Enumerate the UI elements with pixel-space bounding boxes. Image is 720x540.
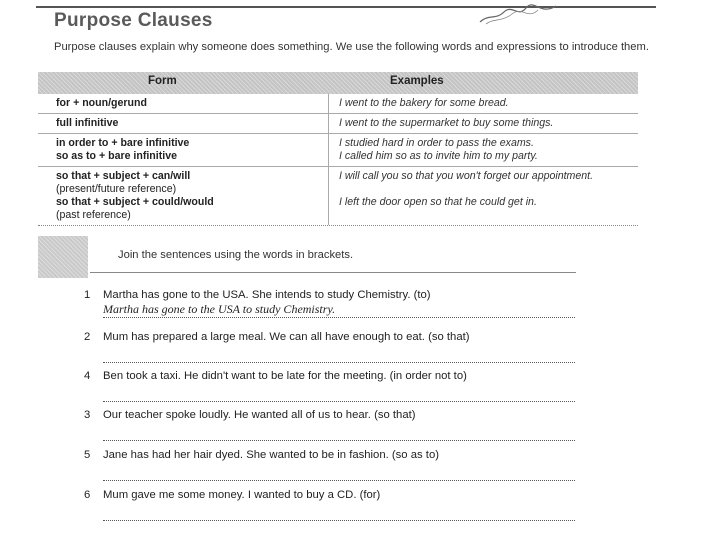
answer-text: Martha has gone to the USA to study Chemistry.	[103, 302, 336, 316]
example-cell	[328, 134, 638, 166]
exercise-number: 5	[84, 449, 91, 461]
answer-line[interactable]	[103, 428, 575, 441]
form-cell	[38, 94, 328, 113]
table-row	[38, 114, 638, 134]
header-examples: Examples	[390, 75, 444, 87]
exercise-number: 3	[84, 409, 91, 421]
form-line: in order to + bare infinitive	[56, 137, 190, 149]
pen-scribble-mark	[478, 2, 558, 26]
form-line: full infinitive	[56, 117, 119, 129]
exercise-number: 4	[84, 370, 91, 382]
exercise-number: 6	[84, 489, 91, 501]
form-note: (present/future reference)	[56, 183, 177, 195]
answer-line[interactable]	[103, 508, 575, 521]
table-row	[38, 167, 638, 226]
answer-line[interactable]	[103, 302, 575, 318]
exercise-number: 2	[84, 331, 91, 343]
example-line: I went to the bakery for some bread.	[339, 97, 509, 109]
exercise-prompt: Mum gave me some money. I wanted to buy a CD. (for)	[103, 489, 381, 501]
exercise-number: 1	[84, 289, 91, 301]
instruction-divider	[90, 272, 576, 273]
example-line: I left the door open so that he could get in.	[339, 196, 537, 208]
example-line: I went to the supermarket to buy some things.	[339, 117, 554, 129]
form-line: for + noun/gerund	[56, 97, 147, 109]
intro-paragraph: Purpose clauses explain why someone does something. We use the following words and expressions to introduce them.	[54, 41, 649, 53]
example-line: I will call you so that you won't forget our appointment.	[339, 170, 594, 182]
top-rule	[36, 6, 656, 8]
exercise-prompt: Martha has gone to the USA. She intends to study Chemistry. (to)	[103, 289, 431, 301]
exercise-prompt: Mum has prepared a large meal. We can all have enough to eat. (so that)	[103, 331, 470, 343]
answer-line[interactable]	[103, 350, 575, 363]
form-cell	[38, 167, 328, 225]
page-title: Purpose Clauses	[54, 10, 213, 31]
form-cell	[38, 134, 328, 166]
purpose-clauses-table	[38, 72, 638, 226]
form-cell	[38, 114, 328, 133]
exercise-instruction: Join the sentences using the words in brackets.	[118, 249, 354, 261]
exercise-prompt: Our teacher spoke loudly. He wanted all of us to hear. (so that)	[103, 409, 416, 421]
example-line: I studied hard in order to pass the exams.	[339, 137, 534, 149]
form-note: (past reference)	[56, 209, 131, 221]
exercise-prompt: Jane has had her hair dyed. She wanted to be in fashion. (so as to)	[103, 449, 439, 461]
example-cell	[328, 114, 638, 133]
table-header-row	[38, 72, 638, 94]
table-row	[38, 134, 638, 167]
example-cell	[328, 167, 638, 225]
answer-line[interactable]	[103, 468, 575, 481]
form-line: so that + subject + can/will	[56, 170, 191, 182]
example-line: I called him so as to invite him to my party.	[339, 150, 538, 162]
exercise-shade-tab	[38, 236, 88, 278]
header-form: Form	[148, 75, 177, 87]
form-line: so that + subject + could/would	[56, 196, 214, 208]
exercise-prompt: Ben took a taxi. He didn't want to be late for the meeting. (in order not to)	[103, 370, 467, 382]
form-line: so as to + bare infinitive	[56, 150, 177, 162]
example-cell	[328, 94, 638, 113]
table-row	[38, 94, 638, 114]
answer-line[interactable]	[103, 389, 575, 402]
